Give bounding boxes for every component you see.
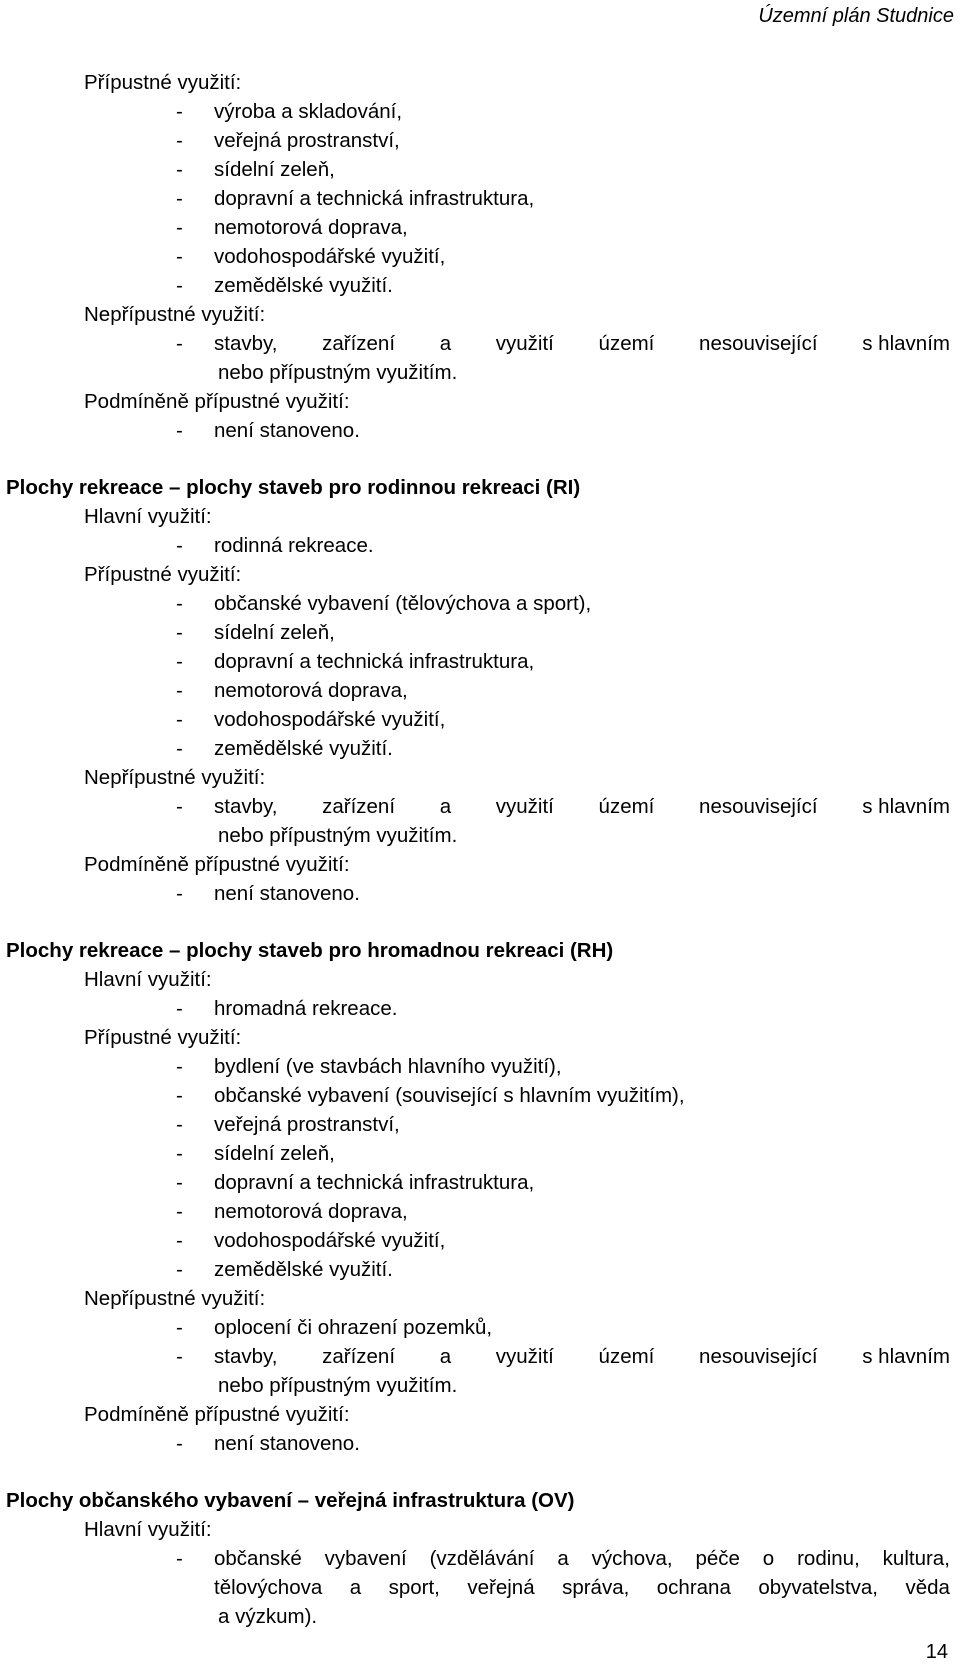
list-item bbox=[6, 589, 950, 618]
section-title: Plochy rekreace – plochy staveb pro rodinnou rekreaci (RI) bbox=[6, 476, 581, 499]
list-item bbox=[6, 1342, 950, 1371]
list-item-word: s hlavním bbox=[862, 1345, 950, 1368]
list-item bbox=[6, 792, 950, 821]
list-bullet: - bbox=[176, 158, 183, 181]
section-spacer bbox=[6, 445, 950, 473]
list-bullet: - bbox=[176, 1547, 183, 1570]
list-bullet: - bbox=[176, 737, 183, 760]
list-item-word: věda bbox=[905, 1576, 950, 1599]
list-item bbox=[6, 1110, 950, 1139]
list-item-word: území bbox=[598, 332, 655, 355]
list-item-word: obyvatelstva, bbox=[758, 1576, 878, 1599]
list-item-text: výroba a skladování, bbox=[214, 100, 403, 123]
list-item-text: zemědělské využití. bbox=[214, 737, 393, 760]
list-item-word: tělovýchova bbox=[214, 1576, 323, 1599]
list-bullet: - bbox=[176, 1345, 183, 1368]
list-item bbox=[6, 416, 950, 445]
list-item-word: s hlavním bbox=[862, 332, 950, 355]
list-item bbox=[6, 1255, 950, 1284]
list-bullet: - bbox=[176, 332, 183, 355]
list-item-text: oplocení či ohrazení pozemků, bbox=[214, 1316, 493, 1339]
list-item bbox=[6, 213, 950, 242]
list-item-text: nemotorová doprava, bbox=[214, 679, 408, 702]
list-item bbox=[6, 676, 950, 705]
list-item-text: vodohospodářské využití, bbox=[214, 708, 446, 731]
usage-label: Nepřípustné využití: bbox=[84, 766, 266, 789]
list-item bbox=[6, 647, 950, 676]
list-bullet: - bbox=[176, 1055, 183, 1078]
list-item-text: zemědělské využití. bbox=[214, 1258, 393, 1281]
list-item bbox=[6, 1052, 950, 1081]
list-item-word: nesouvisející bbox=[699, 795, 818, 818]
section-title: Plochy rekreace – plochy staveb pro hromadnou rekreaci (RH) bbox=[6, 939, 614, 962]
list-item bbox=[6, 329, 950, 358]
list-item-word: kultura, bbox=[882, 1547, 950, 1570]
list-item bbox=[6, 271, 950, 300]
list-item-continuation bbox=[6, 1573, 950, 1602]
section-spacer bbox=[6, 1458, 950, 1486]
list-bullet: - bbox=[176, 1229, 183, 1252]
list-bullet: - bbox=[176, 1200, 183, 1223]
list-item-word: rodinu, bbox=[797, 1547, 860, 1570]
list-bullet: - bbox=[176, 1142, 183, 1165]
usage-label: Nepřípustné využití: bbox=[84, 303, 266, 326]
list-item-word: stavby, bbox=[214, 1345, 278, 1368]
list-item-word: stavby, bbox=[214, 332, 278, 355]
list-item-word: o bbox=[762, 1547, 775, 1570]
usage-label: Podmíněně přípustné využití: bbox=[84, 1403, 350, 1426]
list-item-word: vybavení bbox=[324, 1547, 407, 1570]
list-item-word: občanské bbox=[214, 1547, 302, 1570]
list-item-word: území bbox=[598, 795, 655, 818]
list-item-text: sídelní zeleň, bbox=[214, 1142, 335, 1165]
document-header-title: Územní plán Studnice bbox=[758, 5, 954, 27]
list-item-text: sídelní zeleň, bbox=[214, 158, 335, 181]
list-bullet: - bbox=[176, 708, 183, 731]
list-item-word: zařízení bbox=[322, 332, 396, 355]
list-item-continuation: nebo přípustným využitím. bbox=[218, 361, 458, 384]
list-item-word: nesouvisející bbox=[699, 1345, 818, 1368]
list-item-text: občanské vybavení (související s hlavním využitím), bbox=[214, 1084, 685, 1107]
list-item bbox=[6, 531, 950, 560]
list-item-text: veřejná prostranství, bbox=[214, 1113, 400, 1136]
list-item-text: vodohospodářské využití, bbox=[214, 245, 446, 268]
list-item-text: zemědělské využití. bbox=[214, 274, 393, 297]
list-bullet: - bbox=[176, 795, 183, 818]
usage-label: Přípustné využití: bbox=[84, 563, 242, 586]
list-item bbox=[6, 155, 950, 184]
list-item bbox=[6, 97, 950, 126]
list-bullet: - bbox=[176, 1171, 183, 1194]
usage-label: Přípustné využití: bbox=[84, 71, 242, 94]
usage-label: Přípustné využití: bbox=[84, 1026, 242, 1049]
list-item bbox=[6, 184, 950, 213]
list-bullet: - bbox=[176, 274, 183, 297]
list-bullet: - bbox=[176, 1084, 183, 1107]
list-item-text: hromadná rekreace. bbox=[214, 997, 398, 1020]
list-item-text: není stanoveno. bbox=[214, 882, 360, 905]
list-item-text: není stanoveno. bbox=[214, 1432, 360, 1455]
list-item-text: dopravní a technická infrastruktura, bbox=[214, 187, 535, 210]
list-item bbox=[6, 1544, 950, 1573]
list-item-word: využití bbox=[495, 795, 554, 818]
list-bullet: - bbox=[176, 187, 183, 210]
list-item-word: ochrana bbox=[656, 1576, 731, 1599]
list-item-word: veřejná bbox=[467, 1576, 535, 1599]
list-item bbox=[6, 1139, 950, 1168]
list-item bbox=[6, 1313, 950, 1342]
list-item-text: není stanoveno. bbox=[214, 419, 360, 442]
list-item-word: a bbox=[439, 332, 452, 355]
usage-label: Podmíněně přípustné využití: bbox=[84, 390, 350, 413]
list-bullet: - bbox=[176, 534, 183, 557]
list-bullet: - bbox=[176, 882, 183, 905]
list-bullet: - bbox=[176, 592, 183, 615]
page-number: 14 bbox=[925, 1641, 948, 1663]
list-item-text: sídelní zeleň, bbox=[214, 621, 335, 644]
list-item-word: s hlavním bbox=[862, 795, 950, 818]
list-item-word: a bbox=[439, 1345, 452, 1368]
list-item-text: vodohospodářské využití, bbox=[214, 1229, 446, 1252]
list-item bbox=[6, 734, 950, 763]
document-body bbox=[6, 68, 950, 1631]
list-item bbox=[6, 126, 950, 155]
usage-label: Nepřípustné využití: bbox=[84, 1287, 266, 1310]
list-bullet: - bbox=[176, 1316, 183, 1339]
list-item-word: využití bbox=[495, 1345, 554, 1368]
list-item-word: území bbox=[598, 1345, 655, 1368]
list-item-word: výchova, bbox=[591, 1547, 673, 1570]
list-bullet: - bbox=[176, 100, 183, 123]
list-item bbox=[6, 1081, 950, 1110]
section-spacer bbox=[6, 908, 950, 936]
list-item-word: a bbox=[349, 1576, 362, 1599]
usage-label: Podmíněně přípustné využití: bbox=[84, 853, 350, 876]
list-bullet: - bbox=[176, 419, 183, 442]
usage-label: Hlavní využití: bbox=[84, 1518, 212, 1541]
list-item-word: správa, bbox=[562, 1576, 630, 1599]
usage-label: Hlavní využití: bbox=[84, 505, 212, 528]
list-bullet: - bbox=[176, 245, 183, 268]
list-item bbox=[6, 879, 950, 908]
list-bullet: - bbox=[176, 679, 183, 702]
list-item-text: nemotorová doprava, bbox=[214, 216, 408, 239]
list-bullet: - bbox=[176, 1432, 183, 1455]
list-item-word: péče bbox=[695, 1547, 740, 1570]
list-bullet: - bbox=[176, 621, 183, 644]
list-item-text: veřejná prostranství, bbox=[214, 129, 400, 152]
list-item bbox=[6, 705, 950, 734]
list-item-continuation: nebo přípustným využitím. bbox=[218, 824, 458, 847]
section-title: Plochy občanského vybavení – veřejná infrastruktura (OV) bbox=[6, 1489, 575, 1512]
list-bullet: - bbox=[176, 650, 183, 673]
list-item bbox=[6, 994, 950, 1023]
list-item-continuation: nebo přípustným využitím. bbox=[218, 1374, 458, 1397]
list-item-word: stavby, bbox=[214, 795, 278, 818]
list-item-word: a bbox=[557, 1547, 569, 1570]
list-bullet: - bbox=[176, 216, 183, 239]
list-item-word: zařízení bbox=[322, 1345, 396, 1368]
list-bullet: - bbox=[176, 997, 183, 1020]
list-bullet: - bbox=[176, 1258, 183, 1281]
list-item bbox=[6, 1429, 950, 1458]
list-item-text: dopravní a technická infrastruktura, bbox=[214, 1171, 535, 1194]
list-item-text: bydlení (ve stavbách hlavního využití), bbox=[214, 1055, 562, 1078]
list-item-word: a bbox=[439, 795, 452, 818]
usage-label: Hlavní využití: bbox=[84, 968, 212, 991]
list-item-word: zařízení bbox=[322, 795, 396, 818]
list-item-word: nesouvisející bbox=[699, 332, 818, 355]
list-item-text: rodinná rekreace. bbox=[214, 534, 374, 557]
list-item bbox=[6, 242, 950, 271]
list-item-text: občanské vybavení (tělovýchova a sport), bbox=[214, 592, 592, 615]
list-item-word: využití bbox=[495, 332, 554, 355]
list-item-text: dopravní a technická infrastruktura, bbox=[214, 650, 535, 673]
list-bullet: - bbox=[176, 129, 183, 152]
list-bullet: - bbox=[176, 1113, 183, 1136]
list-item bbox=[6, 1226, 950, 1255]
list-item bbox=[6, 1168, 950, 1197]
list-item-text: nemotorová doprava, bbox=[214, 1200, 408, 1223]
list-item bbox=[6, 618, 950, 647]
list-item-continuation: a výzkum). bbox=[218, 1605, 318, 1628]
list-item bbox=[6, 1197, 950, 1226]
list-item-word: (vzdělávání bbox=[429, 1547, 535, 1570]
list-item-word: sport, bbox=[388, 1576, 440, 1599]
